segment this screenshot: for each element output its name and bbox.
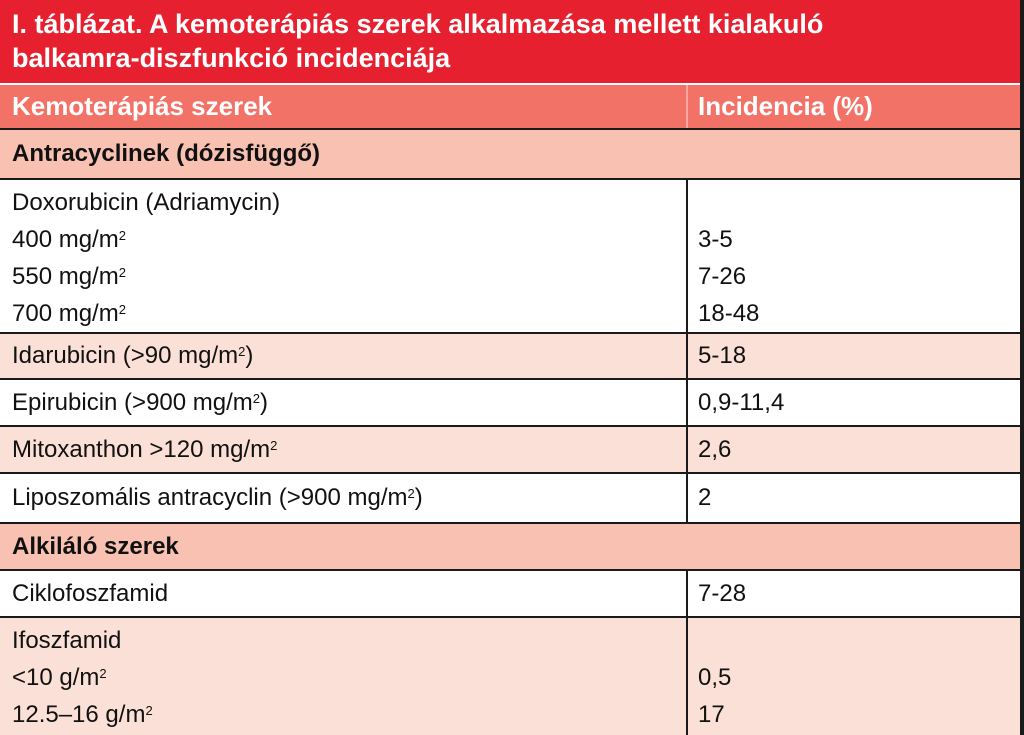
dose-superscript: 2 [118, 228, 126, 243]
agent-label: Ciklofoszfamid [12, 580, 169, 607]
incidence-value: 0,9-11,4 [698, 389, 785, 416]
column-divider [686, 178, 688, 524]
dose-400 [12, 221, 687, 258]
dose-superscript: 2 [270, 438, 278, 453]
dose-superscript: 2 [238, 344, 246, 359]
table-title [0, 0, 1024, 83]
agent-cell [0, 180, 687, 332]
agent-label: Mitoxanthon >120 mg/m [12, 436, 271, 463]
divider [0, 178, 1024, 180]
agent-label: Liposzomális antracyclin (>900 mg/m [12, 484, 408, 511]
table-row-mitoxanthon [0, 427, 1024, 472]
header-divider [686, 85, 688, 128]
table-title-line-1: I. táblázat. A kemoterápiás szerek alkalmazása mellett kialakuló [12, 9, 824, 39]
incidence-value: 7-26 [698, 263, 747, 290]
incidence-value: 7-28 [698, 580, 747, 607]
dose-superscript: 2 [99, 666, 107, 681]
column-divider [686, 569, 688, 735]
column-header-agents: Kemoterápiás szerek [0, 85, 686, 128]
dose-700 [12, 295, 687, 332]
agent-cell [0, 380, 687, 425]
table-title-line-2: balkamra-diszfunkció incidenciája [12, 43, 451, 73]
table-row-epirubicin [0, 380, 1024, 425]
dose-text: 700 mg/m [12, 300, 119, 327]
agent-name: Doxorubicin (Adriamycin) [12, 189, 281, 216]
dose-550 [12, 258, 687, 295]
table-right-edge [1020, 0, 1024, 735]
agent-name: Ifoszfamid [12, 627, 122, 654]
agent-label: Idarubicin (>90 mg/m [12, 342, 239, 369]
dose-text: 550 mg/m [12, 263, 119, 290]
incidence-value: 2 [698, 484, 712, 511]
dose-text: 12.5–16 g/m [12, 701, 146, 728]
divider [0, 472, 1024, 474]
agent-label-end: ) [414, 484, 423, 511]
table-row-ifosfamide [0, 618, 1024, 735]
agent-cell [0, 618, 687, 735]
incidence-value: 17 [698, 701, 725, 728]
dose-12-16 [12, 696, 687, 733]
table-row-liposomal [0, 474, 1024, 522]
incidence-value: 3-5 [698, 226, 733, 253]
section-anthracyclines: Antracyclinek (dózisfüggő) [0, 130, 1024, 178]
divider [0, 522, 1024, 524]
agent-label-end: ) [245, 342, 254, 369]
agent-label: Epirubicin (>900 mg/m [12, 389, 253, 416]
agent-cell [0, 334, 687, 378]
divider [0, 569, 1024, 571]
dose-text: <10 g/m [12, 664, 100, 691]
dose-superscript: 2 [252, 391, 261, 406]
dose-text: 400 mg/m [12, 226, 119, 253]
divider [0, 332, 1024, 334]
dose-superscript: 2 [407, 486, 415, 501]
divider [0, 378, 1024, 380]
dose-superscript: 2 [145, 703, 153, 718]
agent-cell [0, 474, 687, 522]
dose-superscript: 2 [118, 265, 126, 280]
agent-label-end: ) [260, 389, 269, 416]
dose-lt10 [12, 659, 687, 696]
incidence-value: 18-48 [698, 300, 760, 327]
table-row-cyclophosphamide [0, 571, 1024, 616]
table-row-doxorubicin [0, 180, 1024, 332]
incidence-cell [688, 180, 1024, 332]
column-header-incidence: Incidencia (%) [688, 85, 1024, 128]
incidence-value: 2,6 [698, 436, 732, 463]
incidence-value: 0,5 [698, 664, 732, 691]
incidence-value: 5-18 [698, 342, 747, 369]
incidence-cell [688, 618, 1024, 735]
divider [0, 128, 1024, 130]
divider [0, 425, 1024, 427]
table-row-idarubicin [0, 334, 1024, 378]
divider [0, 616, 1024, 618]
agent-cell [0, 427, 687, 472]
dose-superscript: 2 [118, 302, 126, 317]
section-alkylating: Alkiláló szerek [0, 524, 1024, 569]
